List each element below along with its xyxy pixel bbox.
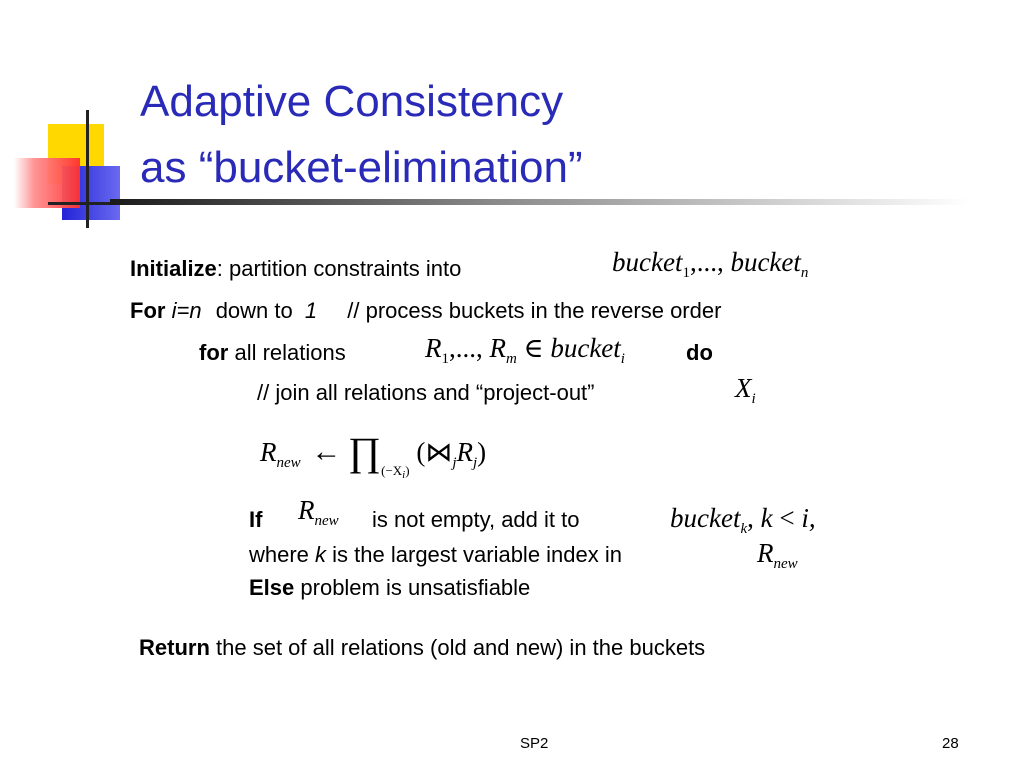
where-line: where k is the largest variable index in [249,542,622,567]
if-keyword: If [249,507,263,532]
initialize-keyword: Initialize [130,256,217,281]
initialize-text: : partition constraints into [216,256,462,281]
for-comment: // process buckets in the reverse order [347,298,722,323]
join-comment: // join all relations and “project-out” [257,380,595,405]
rnew-if-formula: $R_{new}$ [298,495,339,529]
xi-formula: $X_i$ [735,373,756,407]
title-underline [110,199,970,205]
else-keyword: Else [249,575,295,600]
rnew-where-formula: $R_{new}$ [757,538,798,572]
for-line: For i=n down to 1 // process buckets in the reverse order [130,298,722,323]
rnew-assignment-formula: $R_{new}$ ← $\prod_{(-X_i)}$ $(⋈_jR_j)$ [260,429,487,481]
relations-in-bucket-formula: $R_1$,..., $R_m$ ∈ bucket$_i$ [425,333,625,367]
slide-title-line2: as “bucket-elimination” [140,143,583,192]
if-text: is not empty, add it to [372,507,580,532]
bucket-k-formula: bucket$_k$, k < i, [670,503,816,537]
initialize-line [130,256,461,282]
inner-for-keyword: for [199,340,229,365]
return-line: Return the set of all relations (old and new) in the buckets [139,635,706,660]
slide-title-line1: Adaptive Consistency [140,77,564,126]
return-keyword: Return [139,635,210,660]
footer-center: SP2 [520,735,549,752]
deco-vertical-line [86,110,89,228]
else-line: Else problem is unsatisfiable [249,575,531,600]
deco-red-square [14,158,80,208]
bucket-range-formula: bucket$_1$,..., bucket$_n$ [612,247,809,281]
page-number: 28 [942,735,959,752]
deco-horizontal-line [48,202,110,205]
inner-for-line: for all relations [199,340,346,365]
for-keyword: For [130,298,166,323]
do-keyword: do [686,340,713,365]
